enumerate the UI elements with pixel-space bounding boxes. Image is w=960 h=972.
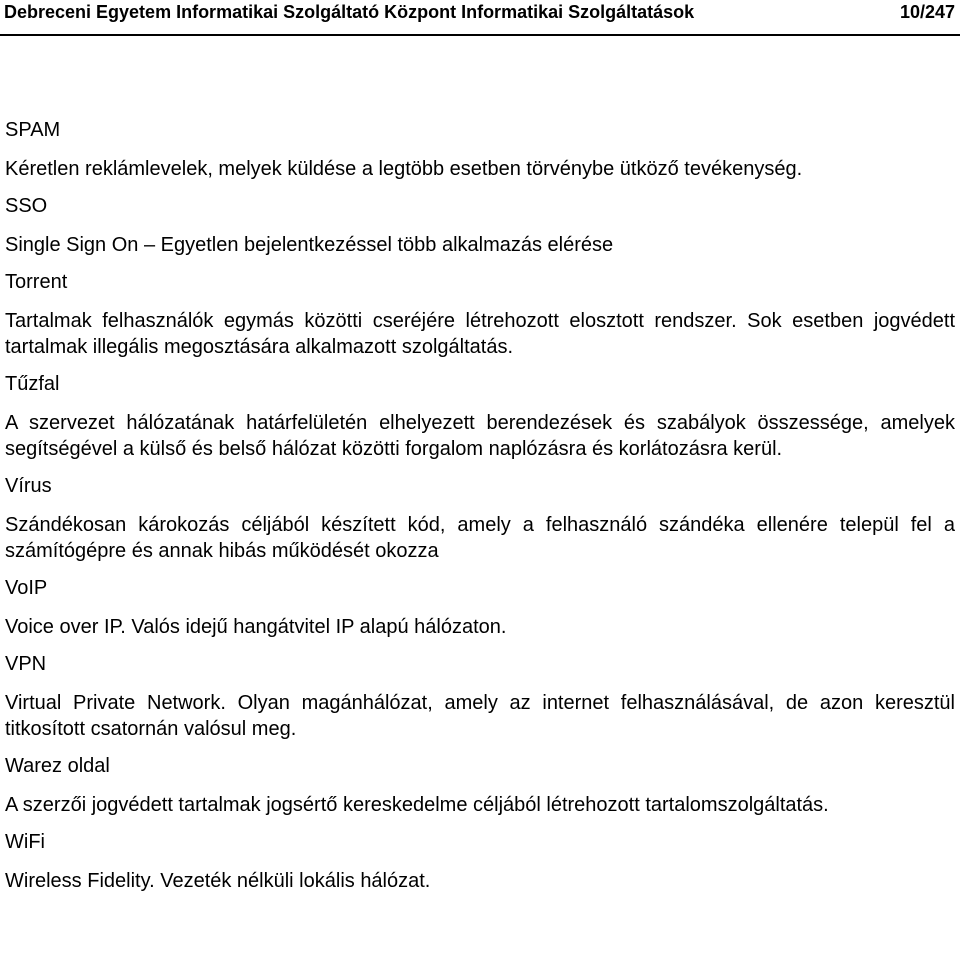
term-sso: SSO: [5, 195, 48, 217]
page-header: [0, 0, 960, 38]
definition-vpn: Virtual Private Network. Olyan magánhálózat, amely az internet felhasználásával, de azon keresztül titkosított csatornán valósul meg.: [5, 692, 955, 740]
glossary-list: [5, 117, 955, 905]
term-voip: VoIP: [5, 577, 48, 599]
term-virus: Vírus: [5, 475, 52, 497]
page-number: 10/247: [899, 2, 955, 22]
term-vpn: VPN: [5, 653, 47, 675]
term-torrent: Torrent: [5, 271, 68, 293]
term-warez-oldal: Warez oldal: [5, 755, 110, 777]
definition-voip: Voice over IP. Valós idejű hangátvitel IP alapú hálózaton.: [5, 616, 507, 638]
definition-virus: Szándékosan károkozás céljából készített kód, amely a felhasználó szándéka ellenére települ fel a számítógépre és annak hibás működését okozza: [5, 514, 955, 562]
term-tuzfal: Tűzfal: [5, 373, 60, 395]
definition-spam: Kéretlen reklámlevelek, melyek küldése a legtöbb esetben törvénybe ütköző tevékenység.: [5, 158, 803, 180]
term-spam: SPAM: [5, 119, 61, 141]
definition-sso: Single Sign On – Egyetlen bejelentkezéssel több alkalmazás elérése: [5, 234, 614, 256]
term-wifi: WiFi: [5, 831, 45, 853]
definition-warez-oldal: A szerzői jogvédett tartalmak jogsértő kereskedelme céljából létrehozott tartalomszolgáltatás.: [5, 794, 829, 816]
header-divider: [0, 34, 960, 36]
definition-wifi: Wireless Fidelity. Vezeték nélküli lokális hálózat.: [5, 870, 431, 892]
definition-torrent: Tartalmak felhasználók egymás közötti cseréjére létrehozott elosztott rendszer. Sok esetben jogvédett tartalmak illegális megosztására alkalmazott szolgáltatás.: [5, 310, 955, 358]
definition-tuzfal: A szervezet hálózatának határfelületén elhelyezett berendezések és szabályok összessége, amelyek segítségével a külső és belső hálózat közötti forgalom naplózásra és korlátozásra kerül.: [5, 412, 955, 460]
header-title: Debreceni Egyetem Informatikai Szolgáltató Központ Informatikai Szolgáltatások: [4, 2, 695, 22]
